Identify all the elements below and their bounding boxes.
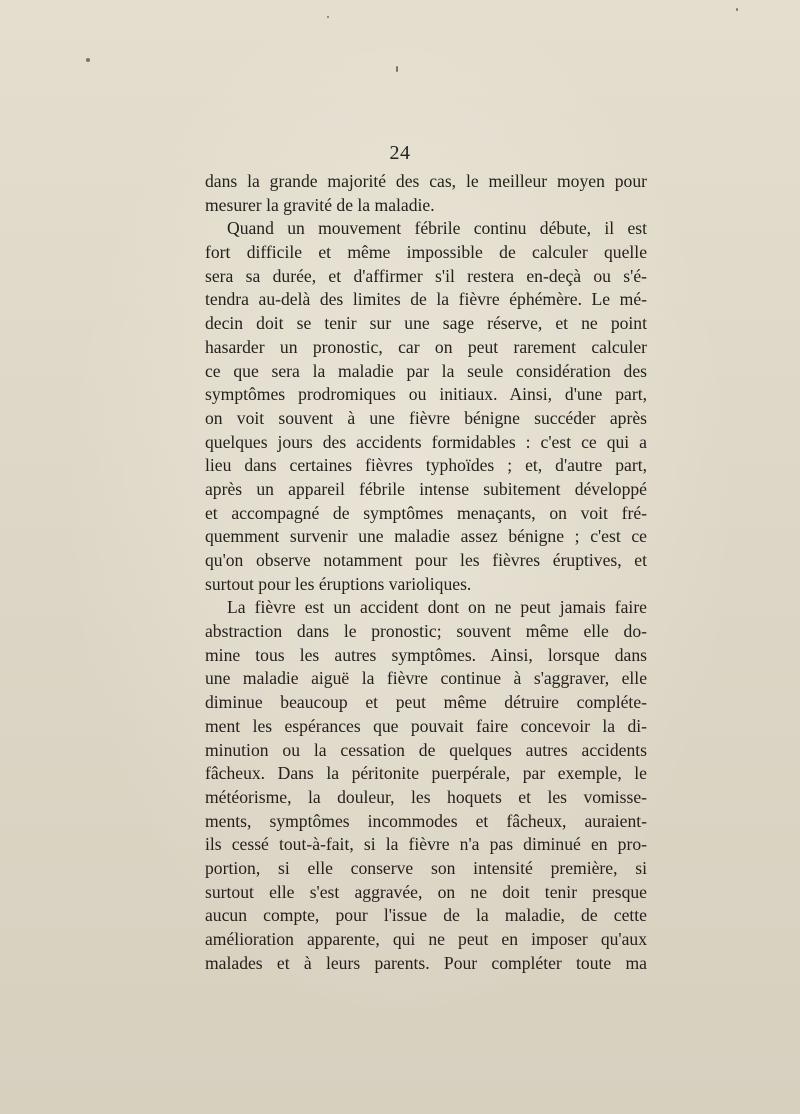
- text-line: symptômes prodromiques ou initiaux. Ainsi, d'une part,: [205, 384, 647, 405]
- text-line: surtout pour les éruptions varioliques.: [205, 573, 472, 594]
- text-line: une maladie aiguë la fièvre continue à s'aggraver, elle: [205, 668, 647, 689]
- text-line: ments, symptômes incommodes et fâcheux, auraient-: [205, 810, 647, 831]
- text-line: fort difficile et même impossible de calculer quelle: [205, 242, 647, 263]
- text-line: aucun compte, pour l'issue de la maladie, de cette: [205, 905, 647, 926]
- text-line: après un appareil fébrile intense subitement développé: [205, 478, 647, 499]
- text-line: sera sa durée, et d'affirmer s'il restera en-deçà ou s'é-: [205, 265, 647, 286]
- text-line: on voit souvent à une fièvre bénigne succéder après: [205, 407, 647, 428]
- paper-speck: [86, 58, 90, 62]
- text-line: tendra au-delà des limites de la fièvre éphémère. Le mé-: [205, 289, 647, 310]
- text-line: portion, si elle conserve son intensité première, si: [205, 857, 647, 878]
- text-line: quemment survenir une maladie assez bénigne ; c'est ce: [205, 526, 647, 547]
- paper-speck: [736, 8, 738, 11]
- text-line: quelques jours des accidents formidables : c'est ce qui a: [205, 431, 647, 452]
- page-number: 24: [389, 142, 411, 164]
- text-line: decin doit se tenir sur une sage réserve, et ne point: [205, 313, 647, 334]
- text-line: ils cessé tout-à-fait, si la fièvre n'a pas diminué en pro-: [205, 834, 647, 855]
- text-line: lieu dans certaines fièvres typhoïdes ; et, d'autre part,: [205, 455, 647, 476]
- text-line: amélioration apparente, qui ne peut en imposer qu'aux: [205, 929, 647, 949]
- text-line: Quand un mouvement fébrile continu débute, il est: [227, 218, 647, 239]
- text-line: ment les espérances que pouvait faire concevoir la di-: [205, 715, 647, 736]
- text-line: dans la grande majorité des cas, le meilleur moyen pour: [205, 171, 647, 191]
- text-line: qu'on observe notamment pour les fièvres éruptives, et: [205, 550, 647, 570]
- text-line: diminue beaucoup et peut même détruire compléte-: [205, 692, 647, 713]
- text-line: minution ou la cessation de quelques autres accidents: [205, 739, 647, 760]
- text-line: météorisme, la douleur, les hoquets et les vomisse-: [205, 786, 647, 807]
- paper-speck: [396, 66, 398, 72]
- body-text: [205, 170, 647, 975]
- text-line: mesurer la gravité de la maladie.: [205, 194, 435, 215]
- text-line: fâcheux. Dans la péritonite puerpérale, par exemple, le: [205, 763, 647, 784]
- text-line: abstraction dans le pronostic; souvent même elle do-: [205, 621, 647, 642]
- text-line: La fièvre est un accident dont on ne peut jamais faire: [227, 597, 647, 618]
- paper-speck: [327, 16, 329, 18]
- text-line: hasarder un pronostic, car on peut rarement calculer: [205, 336, 647, 357]
- text-line: mine tous les autres symptômes. Ainsi, lorsque dans: [205, 644, 647, 665]
- text-line: et accompagné de symptômes menaçants, on voit fré-: [205, 502, 647, 523]
- text-line: malades et à leurs parents. Pour compléter toute ma: [205, 952, 647, 973]
- text-line: surtout elle s'est aggravée, on ne doit tenir presque: [205, 881, 647, 902]
- text-line: ce que sera la maladie par la seule considération des: [205, 360, 647, 381]
